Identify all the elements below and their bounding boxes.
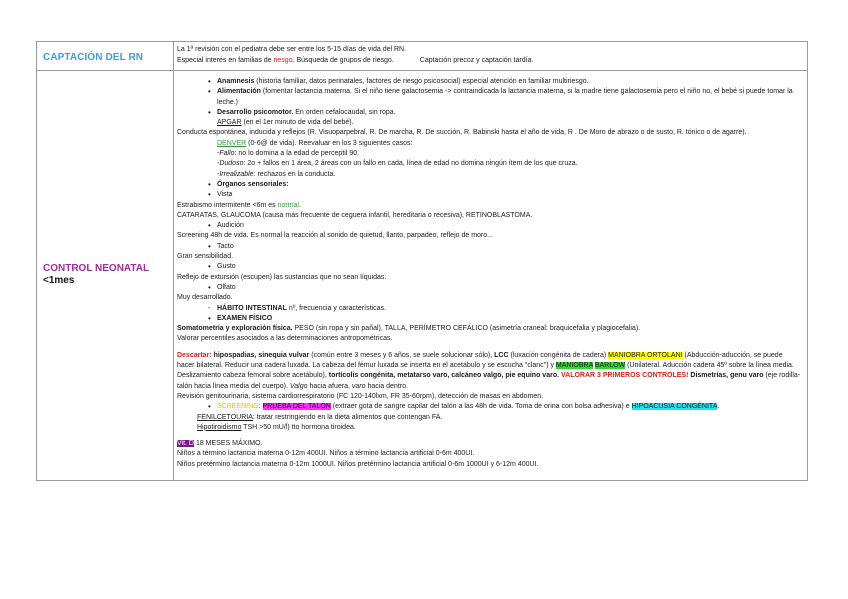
row-control-content [174, 71, 808, 481]
ninos-line-1: Niños a término lactancia materna 0-12m 400UI. Niños a término lactancia artificial 0-6m 400UI. [177, 450, 475, 458]
organos-item [177, 180, 802, 190]
screening48-line: Screening 48h de vida. Es normal la reacción al sonido de quietud, llanto, parpadeo, reflejo de moro... [177, 232, 493, 240]
anamnesis-item [177, 77, 802, 87]
gusto-line: Reflejo de extursión (escupen) las sustancias que no sean líquidas. [177, 273, 387, 281]
vista-item [177, 190, 802, 200]
hipo-text: TSH >50 mU/l) tto hormona tiroidea. [241, 423, 356, 431]
irrealizable-line [177, 170, 802, 180]
anamnesis-text: (historia familiar, datos perinatales, factores de riesgo psicosocial) especial atención en familiar multiriesgo. [254, 78, 589, 85]
dismetrias-text: Dismetrías, genu varo [688, 372, 764, 380]
habito-text: nº, frecuencia y características. [286, 304, 386, 312]
riesgo-word: riesgo [273, 56, 293, 64]
valgo-word: Valgo [289, 382, 308, 390]
row-captacion-content [174, 42, 808, 71]
apgar-line [177, 118, 802, 128]
captacion-text: Especial interés en familias de [177, 56, 274, 64]
captacion-text-c: Captación precoz y captación tardía. [419, 56, 534, 64]
valorar-line: Valorar percentiles asociados a las determinaciones antropométricas. [177, 335, 393, 343]
vitd-text: 18 MESES MÁXIMO. [194, 440, 263, 448]
conducta-line: Conducta espontánea, inducida y reflejos (R. Visuoparpebral, R. De marcha, R. De succión, R. Babinski hasta el año de vida, R . De Moro de abrazo o de susto, R. tónico o de agarre). [177, 129, 747, 137]
prueba-talon-highlight: PRUEBA DEL TALÓN [262, 403, 331, 411]
estrabismo-end: . [298, 201, 301, 209]
fallo-line [177, 149, 802, 159]
examen-label: EXAMEN FÍSICO [217, 314, 273, 322]
habito-label: HÁBITO INTESTINAL [217, 304, 287, 312]
descartar-note: (común entre 3 meses y 6 años, se suele solucionar sólo), [309, 351, 495, 359]
genu-text-b: hacia afuera, [307, 382, 352, 390]
revision-line: Revisión genitourinaria, sistema cardiorrespiratorio (FC 120-140lxm, FR 35-60rpm), detección de masas en abdomen. [177, 392, 544, 400]
olfato-item [177, 283, 802, 293]
denver-line [177, 139, 802, 149]
fenil-line [177, 413, 802, 423]
cataratas-line: CATARATAS, GLAUCOMA (causa más frecuente de ceguera infantil, hereditaria o recesiva), RETINOBLASTOMA. [177, 211, 533, 219]
fallo-label: -Fallo [217, 150, 235, 158]
fallo-text: : no lo domina a la edad de perceptil 90. [234, 150, 360, 158]
varo-word: varo [351, 382, 366, 390]
dudoso-text: : 2o + fallos en 1 área, 2 áreas con un fallo en cada, línea de edad no domina ningún ítem de los que cruza. [243, 160, 578, 168]
row-captacion [37, 42, 808, 71]
examen-item [177, 314, 802, 324]
desarrollo-item [177, 108, 802, 118]
row-captacion-title: CAPTACIÓN DEL RN [43, 52, 144, 63]
denver-label: DENVER [217, 139, 247, 147]
talon-text: (extraer gota de sangre capilar del talón a las 48h de vida. Toma de orina con bolsa adhesiva) e [330, 403, 632, 411]
somato-label: Somatometría y exploración física. [177, 325, 293, 333]
torticolis-text: tortícolis congénita, metatarso varo, calcáneo valgo, pie equino varo. [328, 372, 560, 380]
hipoacusia-end: . [717, 403, 720, 411]
captacion-line-1: La 1ª revisión con el pediatra debe ser entre los 5-15 días de vida del RN. [177, 46, 407, 54]
somato-line [177, 324, 802, 334]
hipoacusia-highlight: HIPOACUSIA CONGÉNITA [631, 403, 718, 411]
apgar-label: APGAR [217, 119, 242, 127]
ninos-line-2: Niños pretérmino lactancia materna 0-12m 1000UI. Niños pretérmino lactancia artificial 0-6m 1000UI y 6-12m 400UI. [177, 460, 539, 468]
descartar-paragraph [177, 351, 802, 392]
row-control-subtitle: <1mes [43, 275, 75, 287]
apgar-text: (en el 1er minuto de vida del bebé). [241, 119, 354, 127]
row-control-title-cell [37, 71, 174, 481]
audicion-item [177, 221, 802, 231]
hipo-line [177, 423, 802, 433]
row-control [37, 71, 808, 481]
gusto-label: Gusto [217, 263, 236, 271]
vitd-highlight: Vit. D [177, 440, 194, 448]
row-captacion-title-cell [37, 42, 174, 71]
screening-item [177, 402, 802, 412]
row-control-title: CONTROL NEONATAL [43, 263, 150, 275]
screening-colon: : [258, 403, 263, 411]
screening-label: SCREENING [217, 403, 259, 411]
captacion-text-b: . Búsqueda de grupos de riesgo. [292, 56, 394, 64]
organos-label: Órganos sensoriales: [217, 180, 289, 188]
barlow-highlight-a: MANIOBRA [555, 362, 593, 370]
estrabismo-normal: normal [277, 201, 299, 209]
desarrollo-text: En orden cefalocaudal, sin ropa. [293, 108, 396, 116]
ortolani-text: (Abducción-aducción, se puede hacer bilateral. Reducir una cadera luxada. La cabeza del fémur luxada se inserta en el acetábulo y se escucha "clanc") y [177, 351, 783, 370]
descartar-conditions: hipospadias, sinequia vulvar [211, 351, 310, 359]
estrabismo-text: Estrabismo intermitente <6m es [177, 201, 278, 209]
tacto-line: Gran sensibilidad. [177, 253, 234, 261]
captacion-line-2 [177, 56, 802, 66]
ortolani-highlight: MANIOBRA ORTOLANI [608, 351, 683, 359]
irrealizable-text: : rechazos en la conducta. [253, 170, 336, 178]
genu-text-a: (eje rodilla-talón hacia línea media del cuerpo). [177, 372, 801, 390]
alimentacion-text: (fomentar lactancia materna. Si el niño tiene galactosemia -> contraindicada la lactancia materna, si la madre tiene galactosemia pero el niño no, el bebé si puede tomar la leche.) [217, 88, 793, 106]
dudoso-label: -Dudoso [217, 160, 244, 168]
alimentacion-item [177, 87, 802, 108]
somato-text: PESO (sin ropa y sin pañal), TALLA, PERÍMETRO CEFÁLICO (asimetría craneal: braquicefalia y plagiocefalia). [292, 325, 641, 333]
hipo-label: Hipotiroidismo [197, 423, 242, 431]
habito-item [177, 304, 802, 314]
barlow-highlight-b: BARLOW [594, 362, 626, 370]
denver-text: (0-6@ de vida). Reevaluar en los 3 siguientes casos: [246, 139, 413, 147]
content-table [36, 41, 808, 481]
genu-text-c: hacia dentro. [365, 382, 408, 390]
dudoso-line [177, 159, 802, 169]
audicion-label: Audición [217, 222, 244, 230]
descartar-label: Descartar: [177, 351, 212, 359]
lcc-text: (luxación congénita de cadera) [508, 351, 609, 359]
fenil-label: FENILCETOURIA [197, 413, 253, 421]
desarrollo-label: Desarrollo psicomotor. [217, 108, 294, 116]
tacto-label: Tacto [217, 242, 234, 250]
olfato-label: Olfato [217, 283, 236, 291]
estrabismo-line [177, 201, 802, 211]
lcc-label: LCC [494, 351, 509, 359]
anamnesis-label: Anamnesis [217, 78, 255, 85]
fenil-text: : tratar restringiendo en la dieta alimentos que contengan FA. [252, 413, 443, 421]
olfato-line: Muy desarrollado. [177, 294, 233, 302]
alimentacion-label: Alimentación [217, 88, 261, 96]
valorar3-text: VALORAR 3 PRIMEROS CONTROLES! [559, 372, 689, 380]
irrealizable-label: -Irrealizable [217, 170, 254, 178]
gusto-item [177, 262, 802, 272]
barlow-text: (Unilateral. Aducción cadera 45º sobre la línea media. Deslizamiento cabeza femoral sobre acetábulo), [177, 362, 794, 380]
tacto-item [177, 242, 802, 252]
vitd-line [177, 439, 802, 449]
vista-label: Vista [217, 191, 233, 199]
